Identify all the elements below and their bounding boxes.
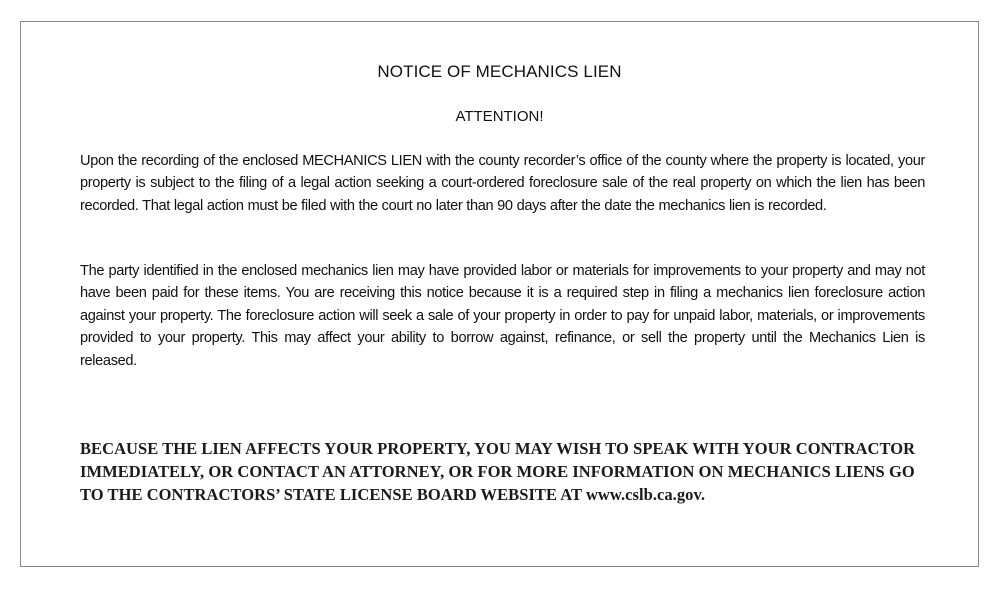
recording-paragraph-rest: with the county recorder’s office of the county where the property is located, your property is subject to the filing of a legal action seeking a court-ordered foreclosure sale of the real property on which the lien has been recorded. That legal action must be filed with the court no later than 90 days after the date the mechanics lien is recorded. [80,153,926,214]
notice-title: NOTICE OF MECHANICS LIEN [377,62,622,81]
recording-paragraph [80,150,925,217]
contact-warning: BECAUSE THE LIEN AFFECTS YOUR PROPERTY, YOU MAY WISH TO SPEAK WITH YOUR CONTRACTOR IMMEDIATELY, OR CONTACT AN ATTORNEY, OR FOR MORE INFORMATION ON MECHANICS LIENS GO TO THE CONTRACTORS’ STATE LICENSE BOARD WEBSITE AT www.cslb.ca.gov. [80,439,916,504]
notice-box [20,21,979,567]
mechanics-lien-emphasis: MECHANICS LIEN [302,153,422,169]
labor-materials-paragraph: The party identified in the enclosed mechanics lien may have provided labor or materials for improvements to your property and may not have been paid for these items. You are receiving this notice because it is a required step in filing a mechanics lien foreclosure action against your property. The foreclosure action will seek a sale of your property in order to pay for unpaid labor, materials, or improvements provided to your property. This may affect your ability to borrow against, refinance, or sell the property until the Mechanics Lien is released. [80,263,925,369]
attention-heading: ATTENTION! [455,108,544,125]
recording-paragraph-intro: Upon the recording of the enclosed [80,153,303,169]
